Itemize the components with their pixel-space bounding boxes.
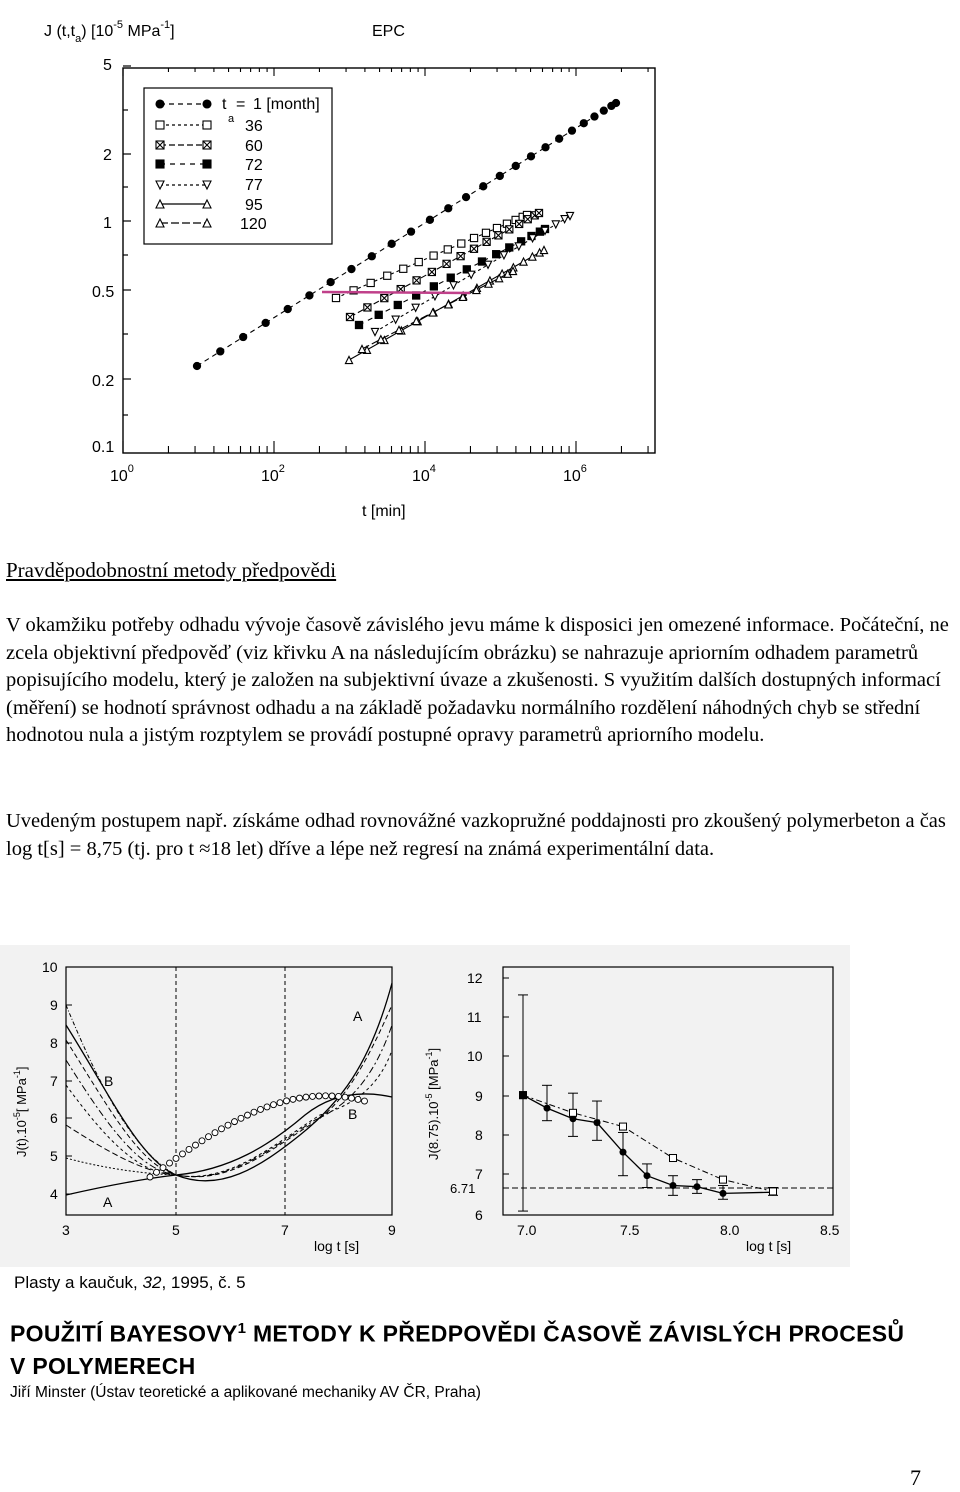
fig1-data-point [480,183,487,190]
fig2-left-y-tick: 9 [50,997,58,1013]
fig2-left-data-point [238,1115,244,1121]
fig2-left-data-point [206,1134,212,1140]
fig1-legend-marker [203,160,211,168]
fig1-legend-marker [156,121,164,129]
fig1-shift-line [322,292,470,293]
fig1-data-point [355,321,362,328]
fig1-data-point [512,162,519,169]
fig1-legend-prefix-sub: a [228,113,235,125]
fig1-data-point [445,205,452,212]
fig1-legend-marker [156,100,164,108]
fig1-data-point [368,253,375,260]
fig2-right-x-tick: 7.5 [620,1222,640,1238]
fig2-right-y-tick: 12 [467,970,483,986]
fig1-data-point [470,234,477,241]
fig1-data-point [520,258,527,265]
fig1-corner-label: EPC [372,23,405,40]
fig2-left-data-point [290,1096,296,1102]
fig1-data-point [394,301,401,308]
fig2-left-data-point [154,1169,160,1175]
fig2-right-prior-point [720,1176,727,1183]
fig2-right-data-point [644,1172,651,1179]
citation-rest: , 1995, č. 5 [161,1273,246,1292]
fig2-left-data-point [167,1160,173,1166]
fig1-data-point [371,328,378,335]
fig2-right-data-point [544,1105,551,1112]
article-title-line1-rest: METODY K PŘEDPOVĚDI ČASOVĚ ZÁVISLÝCH PROCESŮ [246,1320,905,1347]
fig1-data-point [240,333,247,340]
fig1-data-point [327,278,334,285]
fig2-background [0,945,850,1267]
fig2-left-data-point [245,1112,251,1118]
fig1-data-point [358,345,365,352]
fig2-left-data-point [362,1098,368,1104]
fig2-right-data-point [620,1149,627,1156]
fig2-right-y-tick: 7 [475,1166,483,1182]
fig1-y-tick: 1 [103,215,112,232]
fig1-data-point [462,194,469,201]
fig2-left-data-point [193,1142,199,1148]
article-author: Jiří Minster (Ústav teoretické a aplikované mechaniky AV ČR, Praha) [10,1384,481,1401]
fig2-left-data-point [271,1102,277,1108]
fig1-data-point [515,243,522,250]
fig1-data-point [527,153,534,160]
article-title-line1: POUŽITÍ BAYESOVY [10,1320,238,1347]
fig1-legend-label: 1 [month] [253,96,320,113]
fig1-data-point [388,240,395,247]
fig1-data-point [493,224,500,231]
fig1-data-point [407,228,414,235]
fig1-x-tick: $10^2$ [261,463,285,485]
fig1-x-tick: $10^4$ [412,463,436,485]
fig1-data-point [193,362,200,369]
fig1-x-axis-label: t [min] [362,503,406,520]
fig1-data-point [430,252,437,259]
fig2-right-x-axis-label: log t [s] [746,1238,792,1254]
fig2-left-data-point [316,1093,322,1099]
fig2-right-y-tick: 6 [475,1207,483,1223]
fig1-legend-marker [203,121,211,129]
fig1-data-point [468,271,475,278]
fig1-legend-eq: = [236,96,246,113]
paragraph-2: Uvedeným postupem např. získáme odhad rovnovážné vazkopružné poddajnosti pro zkoušený polymerbeton a čas log t[s] = 8,75 (tj. pro t ≈18 let) dříve a lépe než regresí na známá experimentální data. [6,810,946,860]
fig2-left-data-point [199,1138,205,1144]
fig1-y-tick: 5 [103,57,112,74]
fig1-data-point [482,229,489,236]
page-number: 7 [910,1465,921,1490]
citation [14,1273,246,1293]
fig2-left-data-point [329,1093,335,1099]
fig1-legend-label: 77 [245,177,263,194]
fig2-left-data-point [147,1174,153,1180]
fig1-legend-marker [203,100,211,108]
fig1-data-point [217,348,224,355]
fig2-right-prior-point [770,1188,777,1195]
fig2-left-y-tick: 8 [50,1035,58,1051]
fig2-left-x-tick: 5 [172,1222,180,1238]
fig2-right-data-point [670,1182,677,1189]
fig1-data-point [375,311,382,318]
citation-journal: Plasty a kaučuk, [14,1273,143,1292]
fig2-left-data-point [251,1109,257,1115]
fig2-left-y-tick: 7 [50,1073,58,1089]
fig1-data-point [591,113,598,120]
fig2-left-x-axis-label: log t [s] [314,1238,360,1254]
fig2-left-data-point [225,1122,231,1128]
article-title-line2: V POLYMERECH [10,1352,196,1379]
fig2-left-y-tick: 5 [50,1148,58,1164]
fig2-left-data-point [212,1130,218,1136]
fig1-data-point [500,252,507,259]
fig1-data-point [415,258,422,265]
fig2-left-data-point [349,1095,355,1101]
fig1-data-point [262,319,269,326]
fig1-data-point [529,253,536,260]
fig1-data-point [306,292,313,299]
fig2-curve-label-a: A [103,1194,113,1210]
fig2-right-y-tick: 10 [467,1048,483,1064]
fig1-data-point [450,282,457,289]
fig1-x-tick: $10^6$ [563,463,587,485]
fig2-left-x-tick: 7 [281,1222,289,1238]
fig2-left-x-tick: 9 [388,1222,396,1238]
fig1-data-point [348,265,355,272]
fig2-left-data-point [264,1104,270,1110]
fig2-right-data-point [694,1183,701,1190]
fig1-data-point [367,279,374,286]
fig1-legend-label: 120 [240,216,267,233]
fig2-right-y-tick: 11 [467,1009,482,1025]
fig1-data-point [384,272,391,279]
fig1-legend-label: 36 [245,118,263,135]
fig1-data-point [392,316,399,323]
fig2-left-data-point [160,1165,166,1171]
fig1-data-point [568,127,575,134]
fig2-left-x-tick: 3 [62,1222,70,1238]
fig1-data-point [580,120,587,127]
fig1-y-tick: 0.2 [92,373,115,390]
fig2-right-y-tick: 9 [475,1088,483,1104]
fig2-right-prior-point [670,1155,677,1162]
fig1-data-point [556,135,563,142]
fig2-left-data-point [284,1098,290,1104]
fig1-legend-marker [156,160,164,168]
fig1-data-point [345,356,352,363]
fig1-y-tick: 0.1 [92,439,115,456]
fig2-left-data-point [297,1095,303,1101]
fig1-data-point [561,216,568,223]
fig1-data-point [600,107,607,114]
fig1-x-tick: $10^0$ [110,463,134,485]
fig1-data-point [458,240,465,247]
fig2-left-data-point [303,1094,309,1100]
fig2-curve-label-a: A [353,1008,363,1024]
fig2-left-y-tick: 10 [42,959,58,975]
citation-volume: 32 [142,1273,162,1292]
fig1-y-tick: 2 [103,147,112,164]
fig2-right-prior-point [570,1109,577,1116]
fig2-left-data-point [186,1146,192,1152]
fig2-right-prior-point [620,1123,627,1130]
fig1-legend-label: 95 [245,197,263,214]
fig2-left-y-tick: 4 [50,1186,58,1202]
fig1-data-point [540,246,547,253]
article-title-footnote: 1 [237,1320,247,1337]
bayes-figure [0,945,960,1270]
fig2-left-data-point [355,1096,361,1102]
fig1-data-point [412,304,419,311]
fig2-left-data-point [219,1126,225,1132]
fig2-right-x-tick: 8.5 [820,1222,840,1238]
fig1-data-point [496,172,503,179]
fig1-data-point [332,294,339,301]
fig2-right-y-axis-label: $J(8.75).10^{-5}$ [MPa$^{-1}$] [424,1047,441,1160]
fig1-data-point [542,144,549,151]
fig2-left-data-point [342,1094,348,1100]
fig2-left-data-point [232,1119,238,1125]
fig2-right-data-point [720,1190,727,1197]
fig2-left-data-point [277,1100,283,1106]
paragraph-1: V okamžiku potřeby odhadu vývoje časově závislého jevu máme k disposici jen omezené informace. Počáteční, ne zcela objektivní předpověď (viz křivku A na následujícím obrázku) se nahrazuje apriorním odhadem parametrů popisujícího modelu, který je založen na subjektivní úvaze a zkušenosti. S využitím dalších dostupných informací (měření) se hodnotí správnost odhadu a na základě požadavku normálního rozdělení náhodných chyb se střední hodnotou nula a jistým rozptylem se provádí postupné opravy parametrů apriorního modelu. [6,614,949,746]
fig1-data-point [506,244,513,251]
fig1-data-point [284,305,291,312]
fig2-left-data-point [310,1093,316,1099]
fig2-right-y-extra-tick: 6.71 [450,1181,476,1196]
fig1-data-point [552,221,559,228]
fig2-left-data-point [336,1093,342,1099]
fig1-legend-label: 60 [245,138,263,155]
fig1-data-point [612,99,619,106]
fig2-left-data-point [323,1093,329,1099]
fig1-legend-prefix: t [222,96,227,113]
fig2-left-data-point [173,1155,179,1161]
fig1-legend-label: 72 [245,157,263,174]
fig2-right-y-tick: 8 [475,1127,483,1143]
section-heading: Pravděpodobnostní metody předpovědi [6,558,337,582]
fig2-left-data-point [180,1151,186,1157]
fig1-data-point [447,274,454,281]
fig1-y-tick: 0.5 [92,284,115,301]
fig2-left-y-tick: 6 [50,1110,58,1126]
fig1-data-point [493,251,500,258]
fig2-curve-label-b: B [348,1106,358,1122]
fig1-data-point [430,283,437,290]
fig2-left-y-axis-label: $J(t).10^{-5}$[ MPa$^{-1}$] [12,1066,29,1157]
creep-compliance-figure [0,0,960,540]
fig2-left-data-point [258,1106,264,1112]
article-title [10,1313,904,1382]
fig2-curve-label-b: B [104,1073,114,1089]
fig1-data-point [444,246,451,253]
fig1-data-point [426,216,433,223]
fig1-y-axis-label: J $(t,t_a)$ [$10^{-5}$ MPa$^{-1}$] [44,19,175,45]
fig2-right-x-tick: 8.0 [720,1222,740,1238]
fig2-right-start-point [519,1091,527,1099]
fig1-data-point [400,265,407,272]
fig2-right-x-tick: 7.0 [517,1222,537,1238]
